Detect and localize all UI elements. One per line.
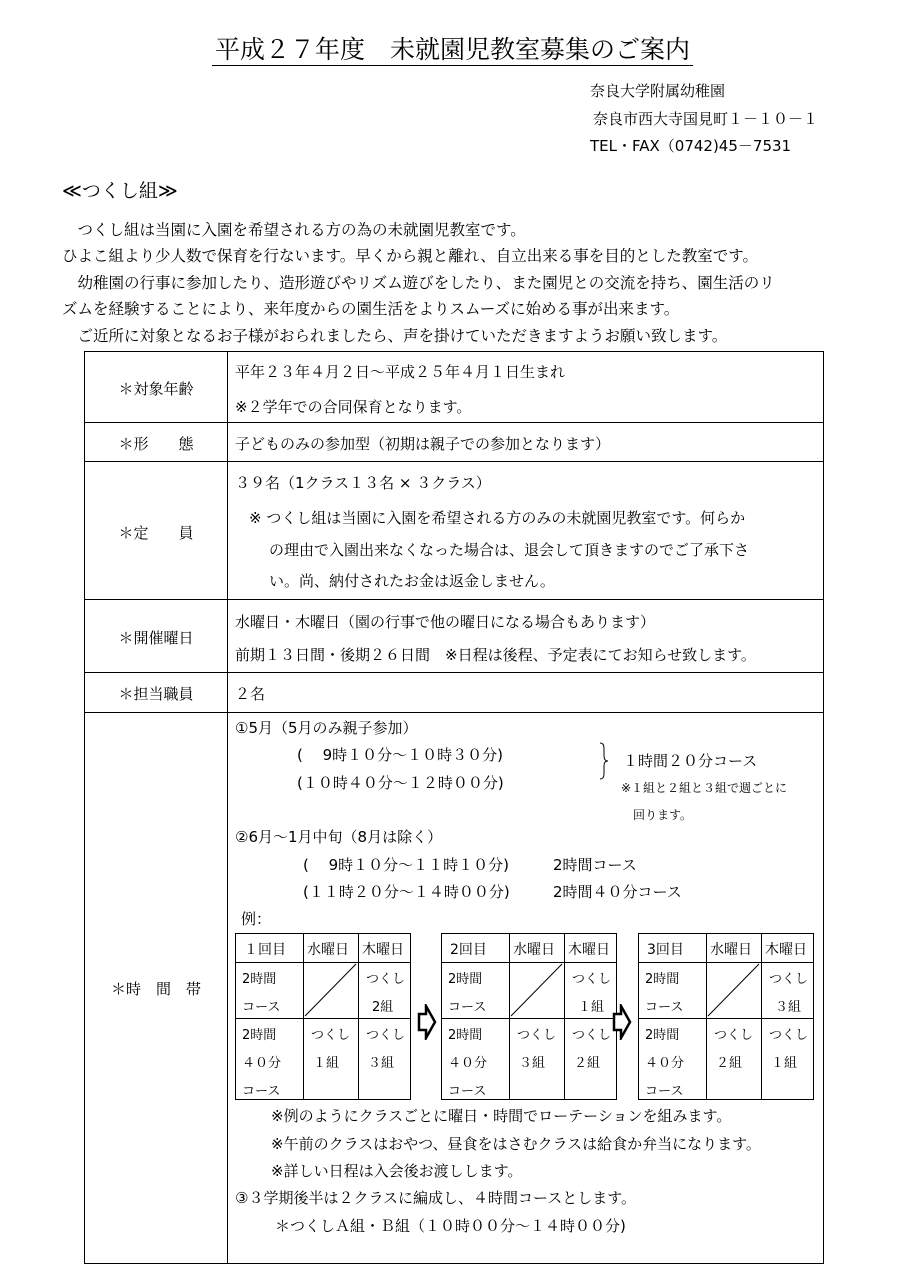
course-label: コース bbox=[448, 1000, 487, 1015]
intro-line-4: ズムを経験することにより、来年度からの園生活をよりスムーズに始める事が出来ます。 bbox=[62, 300, 680, 318]
capacity-line-3: の理由で入園出来なくなった場合は、退会して頂きますのでご了承下さ bbox=[269, 541, 750, 559]
class-cell: つくし bbox=[769, 1028, 809, 1043]
june-heading: ②6月～1月中旬（8月は除く） bbox=[235, 828, 443, 846]
course-label: 2時間 bbox=[645, 1028, 680, 1043]
time-note-1: ※例のようにクラスごとに曜日・時間でローテーションを組みます。 bbox=[271, 1107, 732, 1125]
may-heading: ①5月（5月のみ親子参加） bbox=[235, 719, 418, 737]
may-slot-1: ( 9時１０分～１０時３０分) bbox=[297, 746, 504, 764]
form-line-1: 子どものみの参加型（初期は親子での参加となります） bbox=[235, 435, 611, 453]
page-title-text: 平成２７年度 未就園児教室募集のご案内 bbox=[212, 35, 693, 66]
class-cell: ３組 bbox=[368, 1056, 395, 1071]
example-label: 例： bbox=[241, 910, 272, 928]
rotation-table bbox=[441, 933, 617, 1100]
staff-line-1: ２名 bbox=[235, 685, 266, 703]
class-cell: 2組 bbox=[372, 1000, 394, 1015]
class-cell: １組 bbox=[578, 1000, 605, 1015]
term3-line: ＊つくしＡ組・Ｂ組（１０時００分～１４時００分) bbox=[275, 1217, 626, 1235]
rotation-row-divider bbox=[442, 1018, 616, 1019]
capacity-line-2: ※ つくし組は当園に入園を希望される方のみの未就園児教室です。何らか bbox=[249, 509, 746, 527]
rotation-round-header: 3回目 bbox=[647, 942, 684, 958]
time-note-3: ※詳しい日程は入会後お渡しします。 bbox=[271, 1162, 523, 1180]
course-label: コース bbox=[448, 1084, 487, 1099]
org-phone: TEL・FAX（0742)45－7531 bbox=[590, 137, 792, 155]
intro-line-2: ひよこ組より少人数で保育を行ないます。早くから親と離れ、自立出来る事を目的とした教室です。 bbox=[62, 247, 758, 265]
capacity-line-4: い。尚、納付されたお金は返金しません。 bbox=[269, 572, 555, 590]
row-divider bbox=[85, 461, 823, 462]
days-line-2: 前期１３日間・後期２６日間 ※日程は後程、予定表にてお知らせ致します。 bbox=[235, 646, 756, 664]
class-cell: ３組 bbox=[775, 1000, 802, 1015]
june-slot-2: (１１時２０分～１４時００分) bbox=[303, 883, 510, 901]
term3-heading: ③３学期後半は２クラスに編成し、４時間コースとします。 bbox=[235, 1189, 637, 1207]
class-cell: ２組 bbox=[716, 1056, 743, 1071]
may-note-1: ※１組と２組と３組で週ごとに bbox=[621, 781, 788, 795]
course-label: 2時間 bbox=[645, 972, 680, 987]
rotation-wed-header: 水曜日 bbox=[710, 942, 752, 958]
label-time: ＊時 間 帯 bbox=[110, 980, 201, 998]
june-course-1: 2時間コース bbox=[553, 856, 637, 874]
info-table bbox=[84, 351, 824, 1264]
days-line-1: 水曜日・木曜日（園の行事で他の曜日になる場合もあります） bbox=[235, 613, 656, 631]
course-label: ４０分 bbox=[242, 1056, 282, 1071]
class-cell: つくし bbox=[517, 1028, 557, 1043]
rotation-round-header: 2回目 bbox=[450, 942, 487, 958]
rotation-table bbox=[235, 933, 411, 1100]
rotation-col-divider bbox=[564, 934, 565, 1099]
capacity-line-1: ３９名（1クラス１３名 × ３クラス） bbox=[235, 474, 491, 492]
target-age-line-2: ※２学年での合同保育となります。 bbox=[235, 398, 472, 416]
course-label: ４０分 bbox=[645, 1056, 685, 1071]
page-title bbox=[0, 30, 905, 66]
class-cell: つくし bbox=[366, 972, 406, 987]
target-age-line-1: 平年２３年４月２日～平成２５年４月１日生まれ bbox=[235, 363, 566, 381]
time-note-2: ※午前のクラスはおやつ、昼食をはさむクラスは給食か弁当になります。 bbox=[271, 1135, 761, 1153]
empty-cell-slash bbox=[706, 962, 761, 1018]
rotation-wed-header: 水曜日 bbox=[307, 942, 349, 958]
rotation-round-header: １回目 bbox=[244, 942, 286, 958]
row-divider bbox=[85, 712, 823, 713]
may-note-2: 回ります。 bbox=[633, 808, 693, 822]
june-slot-1: ( 9時１０分～１１時１０分) bbox=[303, 856, 510, 874]
section-title: ≪つくし組≫ bbox=[62, 180, 178, 202]
label-days: ＊開催曜日 bbox=[118, 629, 194, 647]
course-label: 2時間 bbox=[242, 972, 277, 987]
arrow-right-icon bbox=[417, 1004, 437, 1040]
may-slot-2: (１０時４０分～１２時００分) bbox=[297, 774, 504, 792]
empty-cell-slash bbox=[509, 962, 564, 1018]
class-cell: つくし bbox=[572, 1028, 612, 1043]
may-course: １時間２０分コース bbox=[623, 752, 758, 770]
row-divider bbox=[85, 672, 823, 673]
brace-icon bbox=[597, 741, 609, 781]
intro-line-1: つくし組は当園に入園を希望される方の為の未就園児教室です。 bbox=[62, 221, 526, 239]
rotation-thu-header: 木曜日 bbox=[568, 942, 610, 958]
row-divider bbox=[85, 422, 823, 423]
rotation-wed-header: 水曜日 bbox=[513, 942, 555, 958]
course-label: コース bbox=[242, 1084, 281, 1099]
rotation-row-divider bbox=[236, 1018, 410, 1019]
course-label: コース bbox=[645, 1000, 684, 1015]
class-cell: １組 bbox=[313, 1056, 340, 1071]
arrow-right-icon bbox=[612, 1004, 632, 1040]
class-cell: つくし bbox=[366, 1028, 406, 1043]
rotation-col-divider bbox=[358, 934, 359, 1099]
course-label: コース bbox=[242, 1000, 281, 1015]
rotation-thu-header: 木曜日 bbox=[362, 942, 404, 958]
class-cell: つくし bbox=[572, 972, 612, 987]
table-divider bbox=[227, 352, 228, 1263]
intro-line-5: ご近所に対象となるお子様がおられましたら、声を掛けていただきますようお願い致します。 bbox=[62, 327, 728, 345]
intro-line-3: 幼稚園の行事に参加したり、造形遊びやリズム遊びをしたり、また園児との交流を持ち、園生活のリ bbox=[62, 274, 775, 292]
label-capacity: ＊定 員 bbox=[118, 524, 194, 542]
class-cell: つくし bbox=[769, 972, 809, 987]
rotation-table bbox=[638, 933, 814, 1100]
class-cell: つくし bbox=[714, 1028, 754, 1043]
course-label: 2時間 bbox=[242, 1028, 277, 1043]
class-cell: つくし bbox=[311, 1028, 351, 1043]
class-cell: ３組 bbox=[519, 1056, 546, 1071]
label-form: ＊形 態 bbox=[118, 435, 194, 453]
row-divider bbox=[85, 599, 823, 600]
course-label: 2時間 bbox=[448, 1028, 483, 1043]
course-label: 2時間 bbox=[448, 972, 483, 987]
org-address: 奈良市西大寺国見町１－１０－１ bbox=[593, 110, 819, 128]
empty-cell-slash bbox=[303, 962, 358, 1018]
class-cell: ２組 bbox=[574, 1056, 601, 1071]
rotation-col-divider bbox=[761, 934, 762, 1099]
class-cell: １組 bbox=[771, 1056, 798, 1071]
label-target-age: ＊対象年齢 bbox=[118, 380, 194, 398]
label-staff: ＊担当職員 bbox=[118, 685, 194, 703]
course-label: ４０分 bbox=[448, 1056, 488, 1071]
rotation-row-divider bbox=[639, 1018, 813, 1019]
course-label: コース bbox=[645, 1084, 684, 1099]
org-name: 奈良大学附属幼稚園 bbox=[590, 82, 726, 100]
june-course-2: 2時間４０分コース bbox=[553, 883, 682, 901]
rotation-thu-header: 木曜日 bbox=[765, 942, 807, 958]
